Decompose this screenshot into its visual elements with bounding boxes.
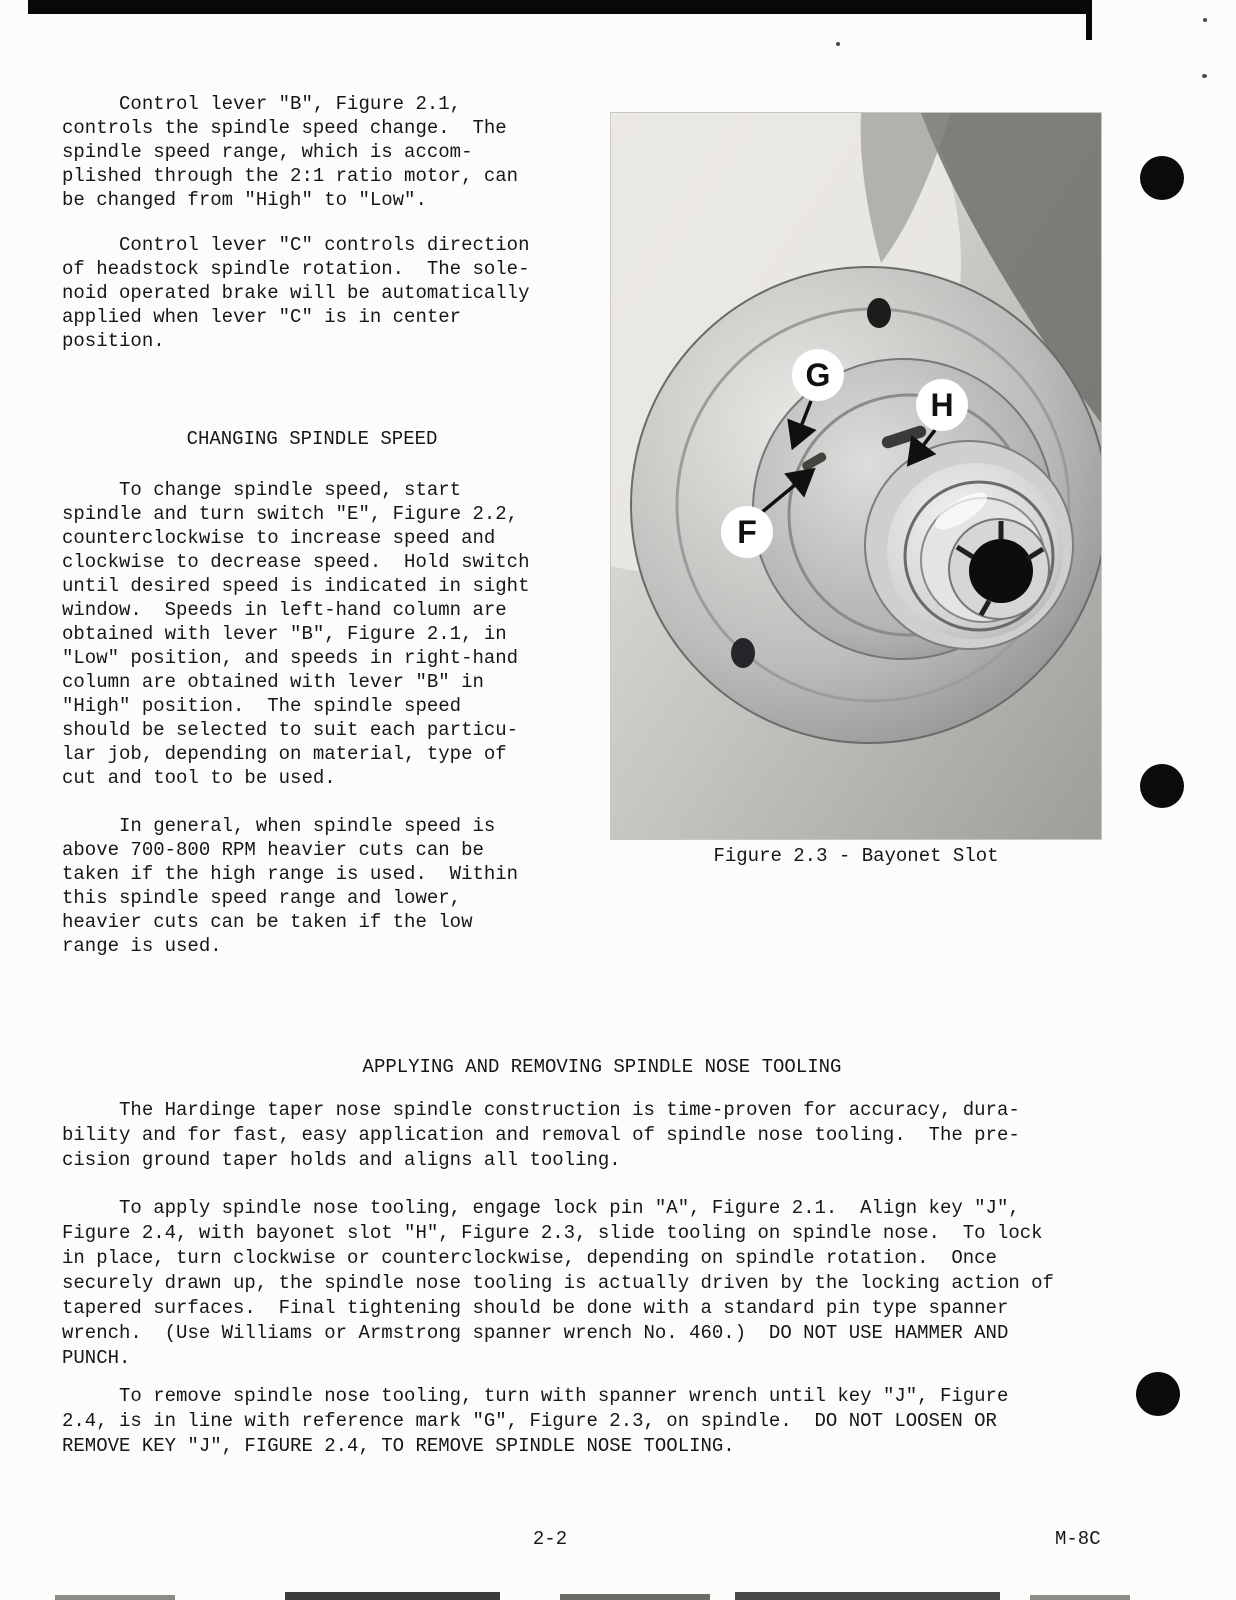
paragraph-in-general: In general, when spindle speed is above 700-800 RPM heavier cuts can be taken if the high range is used. Within this spindle speed range and lower, heavier cuts can be taken if the low range is used. xyxy=(62,815,519,957)
figure-caption: Figure 2.3 - Bayonet Slot xyxy=(713,845,999,867)
paragraph-hardinge-taper: The Hardinge taper nose spindle construction is time-proven for accuracy, dura- bility and for fast, easy application and removal of spindle nose tooling. The pre- cision ground taper holds and aligns all tooling. xyxy=(62,1099,1020,1171)
bolt-hole-bottom xyxy=(731,638,755,668)
paragraph-change-spindle-speed: To change spindle speed, start spindle and turn switch "E", Figure 2.2, counterclockwise to increase speed and clockwise to decrease speed. Hold switch until desired speed is indicated in sight window. Speeds in left-hand column are obtained with lever "B", Figure 2.1, in "Low" position, and speeds in right-hand column are obtained with lever "B" in "High" position. The spindle speed should be selected to suit each particu- lar job, depending on material, type of cut and tool to be used. xyxy=(62,479,530,789)
paragraph-control-lever-c: Control lever "C" controls direction of headstock spindle rotation. The sole- noid operated brake will be automatically applied when lever "C" is in center position. xyxy=(62,234,530,352)
figure-label-f: F xyxy=(737,514,757,550)
figure-label-h: H xyxy=(930,387,954,423)
figure-2-3-photo xyxy=(610,112,1102,840)
scan-top-edge-bar xyxy=(28,0,1092,14)
binding-dot-middle xyxy=(1140,764,1184,808)
bolt-hole-top xyxy=(867,298,891,328)
heading-applying-removing-tooling: APPLYING AND REMOVING SPINDLE NOSE TOOLING xyxy=(362,1056,842,1078)
document-code: M-8C xyxy=(1055,1528,1101,1550)
scan-speck xyxy=(1203,18,1207,22)
collet-bore xyxy=(969,539,1033,603)
scan-speck xyxy=(1202,74,1207,78)
page-number: 2-2 xyxy=(532,1528,568,1550)
paragraph-control-lever-b: Control lever "B", Figure 2.1, controls the spindle speed change. The spindle speed range, which is accom- plished through the 2:1 ratio motor, can be changed from "High" to "Low". xyxy=(62,93,519,211)
scan-bottom-edge xyxy=(0,1590,1236,1600)
spindle-photo xyxy=(611,113,1101,839)
figure-label-g: G xyxy=(805,357,831,393)
scan-speck xyxy=(836,42,840,46)
heading-changing-spindle-speed: CHANGING SPINDLE SPEED xyxy=(186,428,438,450)
paragraph-remove-tooling: To remove spindle nose tooling, turn with spanner wrench until key "J", Figure 2.4, is in line with reference mark "G", Figure 2.3, on spindle. DO NOT LOOSEN OR REMOVE KEY "J", FIGURE 2.4, TO REMOVE SPINDLE NOSE TOOLING. xyxy=(62,1385,1009,1457)
paragraph-apply-tooling: To apply spindle nose tooling, engage lock pin "A", Figure 2.1. Align key "J", Figure 2.4, with bayonet slot "H", Figure 2.3, slide tooling on spindle nose. To lock in place, turn clockwise or counterclockwise, depending on spindle rotation. Once securely drawn up, the spindle nose tooling is actually driven by the locking action of tapered surfaces. Final tightening should be done with a standard pin type spanner wrench. (Use Williams or Armstrong spanner wrench No. 460.) DO NOT USE HAMMER AND PUNCH. xyxy=(62,1197,1054,1369)
scan-top-edge-tail xyxy=(1086,0,1092,40)
binding-dot-top xyxy=(1140,156,1184,200)
